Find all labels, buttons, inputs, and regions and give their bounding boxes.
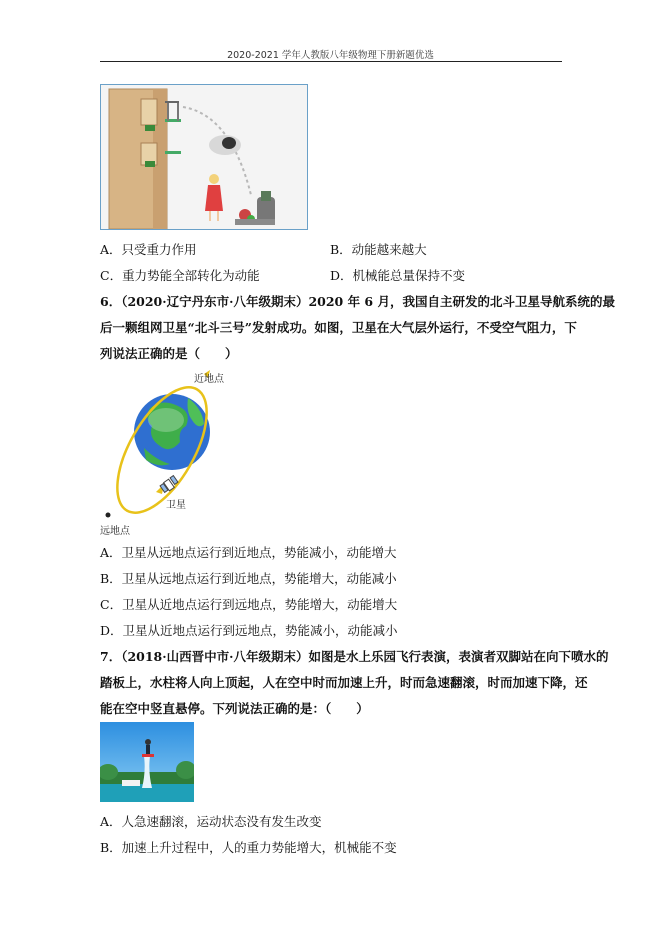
- q7-stem-line2: 踏板上，水柱将人向上顶起，人在空中时而加速上升，时而急速翻滚，时而加速下降，还: [100, 675, 588, 690]
- q5-option-d: D．机械能总量保持不变: [330, 268, 466, 283]
- q7-stem-line1: 7．（2018·山西晋中市·八年级期末）如图是水上乐园飞行表演，表演者双脚站在向下喷水的: [100, 649, 609, 664]
- q6-option-b: B．卫星从远地点运行到近地点，势能增大，动能减小: [100, 571, 397, 586]
- falling-object-figure: [100, 84, 308, 230]
- falling-object-illustration: [101, 85, 307, 229]
- header-rule: [100, 61, 562, 62]
- q6-stem-line1: 6．（2020·辽宁丹东市·八年级期末）2020 年 6 月，我国自主研发的北斗卫星导航系统的最: [100, 294, 615, 309]
- q6-stem-line3: 列说法正确的是（ ）: [100, 346, 238, 361]
- apogee-label: 远地点: [100, 526, 130, 537]
- perigee-label: 近地点: [194, 374, 224, 385]
- q5-option-c: C．重力势能全部转化为动能: [100, 268, 260, 283]
- flyboard-photo: [100, 722, 194, 802]
- q7-option-b: B．加速上升过程中，人的重力势能增大，机械能不变: [100, 840, 397, 855]
- q6-stem-line2: 后一颗组网卫星“北斗三号”发射成功。如图，卫星在大气层外运行，不受空气阻力，下: [100, 320, 577, 335]
- q6-option-d: D．卫星从近地点运行到远地点，势能减小，动能减小: [100, 623, 398, 638]
- orbit-diagram: [100, 368, 240, 538]
- q6-option-c: C．卫星从近地点运行到远地点，势能增大，动能增大: [100, 597, 398, 612]
- q6-option-a: A．卫星从远地点运行到近地点，势能减小，动能增大: [100, 545, 397, 560]
- satellite-label: 卫星: [166, 500, 186, 511]
- q5-option-b: B．动能越来越大: [330, 242, 427, 257]
- page-header: 2020-2021 学年人教版八年级物理下册新题优选: [227, 50, 434, 61]
- q5-option-a: A．只受重力作用: [100, 242, 197, 257]
- q7-option-a: A．人急速翻滚，运动状态没有发生改变: [100, 814, 322, 829]
- q7-stem-line3: 能在空中竖直悬停。下列说法正确的是：（ ）: [100, 701, 369, 716]
- satellite-orbit-figure: [100, 368, 240, 538]
- flyboard-scene: [100, 722, 194, 802]
